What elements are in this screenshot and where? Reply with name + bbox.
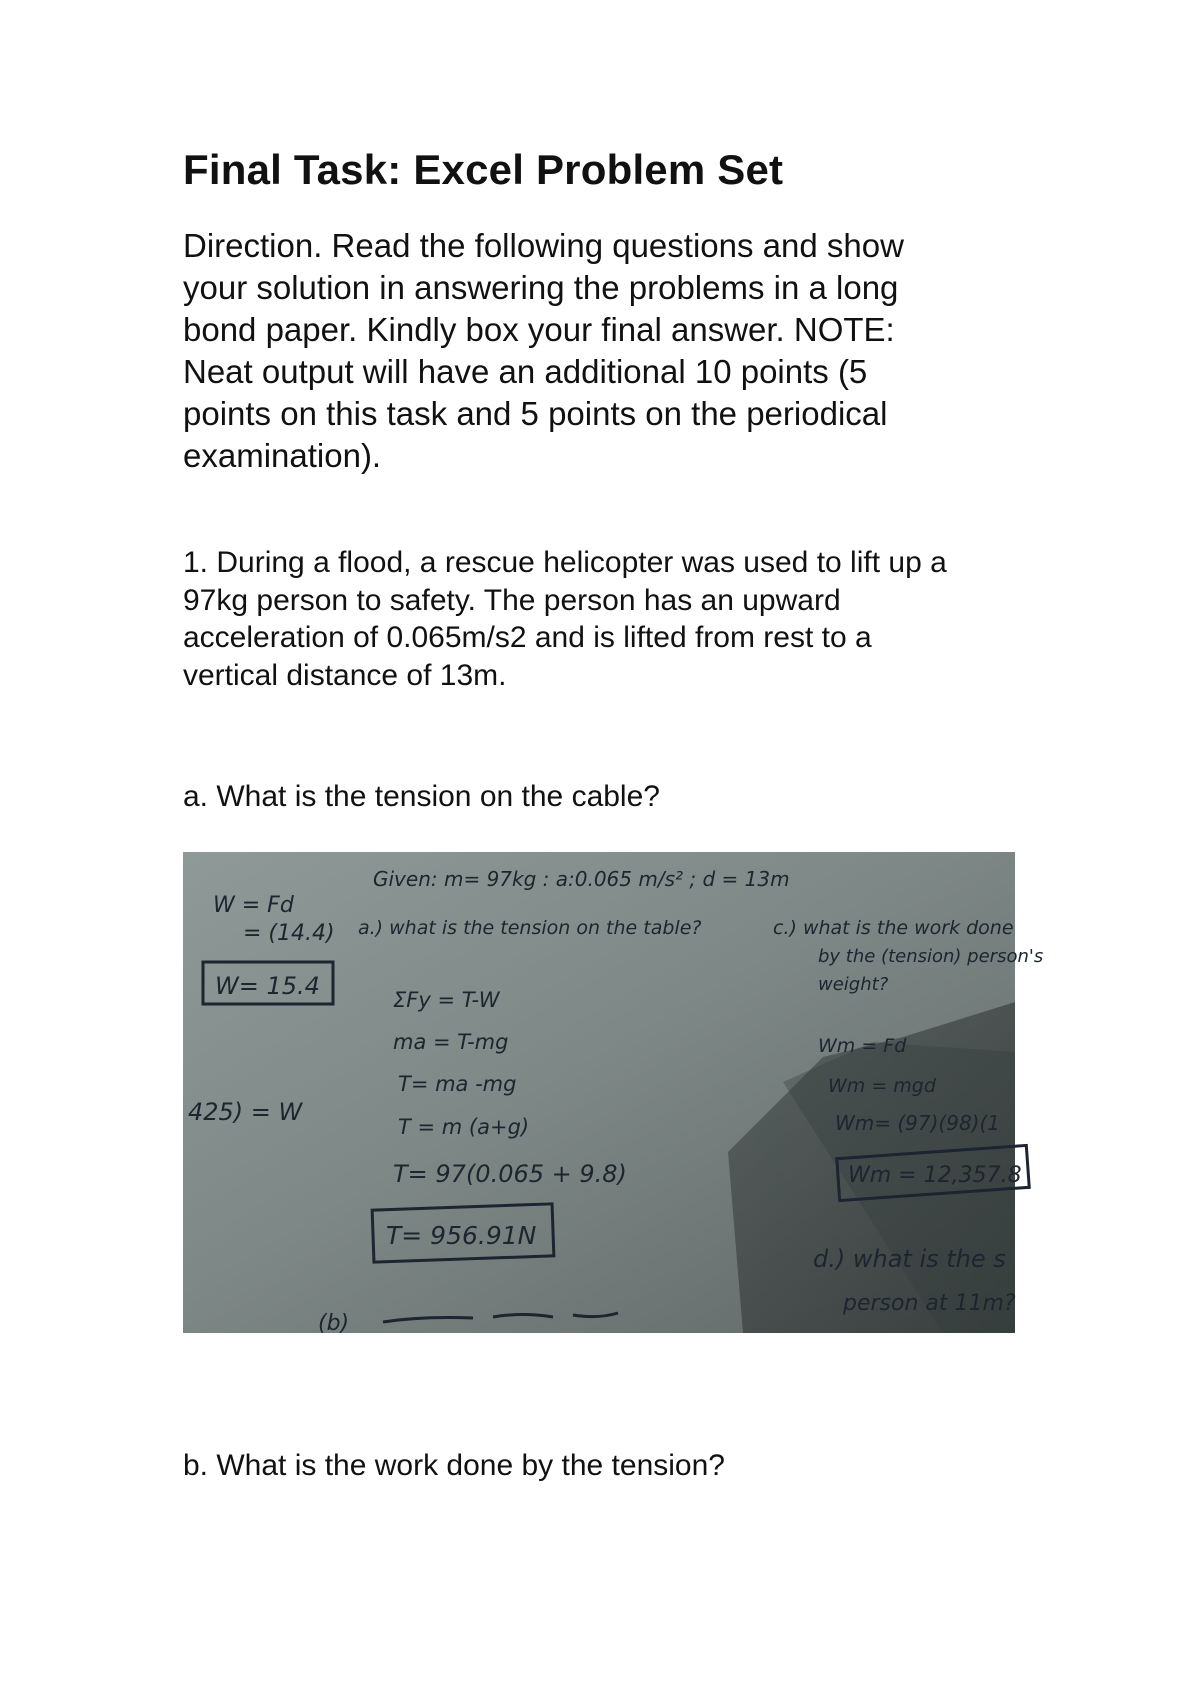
- direction-line: Direction. Read the following questions and show: [183, 227, 904, 264]
- solution-line: ΣFy = T-W: [393, 988, 500, 1012]
- margin-line: W = Fd: [213, 893, 294, 918]
- direction-paragraph: [183, 225, 1023, 477]
- margin-line: = (14.4): [243, 921, 335, 946]
- solution-line: T = m (a+g): [398, 1115, 530, 1139]
- handwritten-solution-photo: [183, 852, 1044, 1336]
- part-c-line: Wm = Fd: [818, 1035, 907, 1057]
- problem-line: acceleration of 0.065m/s2 and is lifted from rest to a: [183, 621, 872, 654]
- given-text: Given: m= 97kg : a:0.065 m/s² ; d = 13m: [373, 867, 790, 891]
- solution-line: T= ma -mg: [398, 1072, 517, 1096]
- direction-line: examination).: [183, 437, 382, 474]
- part-a-heading: a.) what is the tension on the table?: [358, 917, 702, 939]
- direction-line: points on this task and 5 points on the periodical: [183, 395, 888, 432]
- question-b: b. What is the work done by the tension?: [183, 1449, 725, 1482]
- part-d-line: d.) what is the s: [813, 1245, 1006, 1273]
- document-title: Final Task: Excel Problem Set: [183, 146, 784, 193]
- problem-line: vertical distance of 13m.: [183, 658, 507, 692]
- solution-line: ma = T-mg: [393, 1030, 509, 1054]
- part-b-fragment: (b): [318, 1311, 350, 1336]
- part-c-boxed: Wm = 12,357.8: [848, 1163, 1022, 1188]
- problem-1-statement: [183, 544, 1063, 694]
- part-c-line: Wm = mgd: [828, 1075, 936, 1097]
- direction-line: bond paper. Kindly box your final answer. NOTE:: [183, 311, 895, 348]
- solution-line: T= 97(0.065 + 9.8): [393, 1160, 627, 1188]
- margin-boxed: W= 15.4: [215, 972, 320, 1000]
- boxed-answer: T= 956.91N: [386, 1221, 537, 1250]
- problem-line: 97kg person to safety. The person has an upward: [183, 583, 841, 617]
- part-c-line: Wm= (97)(98)(1: [835, 1111, 1001, 1135]
- problem-line: 1. During a flood, a rescue helicopter was used to lift up a: [183, 546, 947, 579]
- question-a: a. What is the tension on the cable?: [183, 780, 660, 813]
- part-c-heading: weight?: [818, 974, 889, 995]
- part-c-heading: by the (tension) person's: [818, 946, 1044, 967]
- part-c-heading: c.) what is the work done: [773, 917, 1014, 939]
- margin-line: 425) = W: [188, 1098, 303, 1126]
- part-d-line: person at 11m?: [843, 1291, 1016, 1316]
- direction-line: your solution in answering the problems in a long: [183, 269, 899, 306]
- direction-line: Neat output will have an additional 10 points (5: [183, 353, 868, 390]
- handwritten-solution-photo-svg: [183, 852, 1044, 1336]
